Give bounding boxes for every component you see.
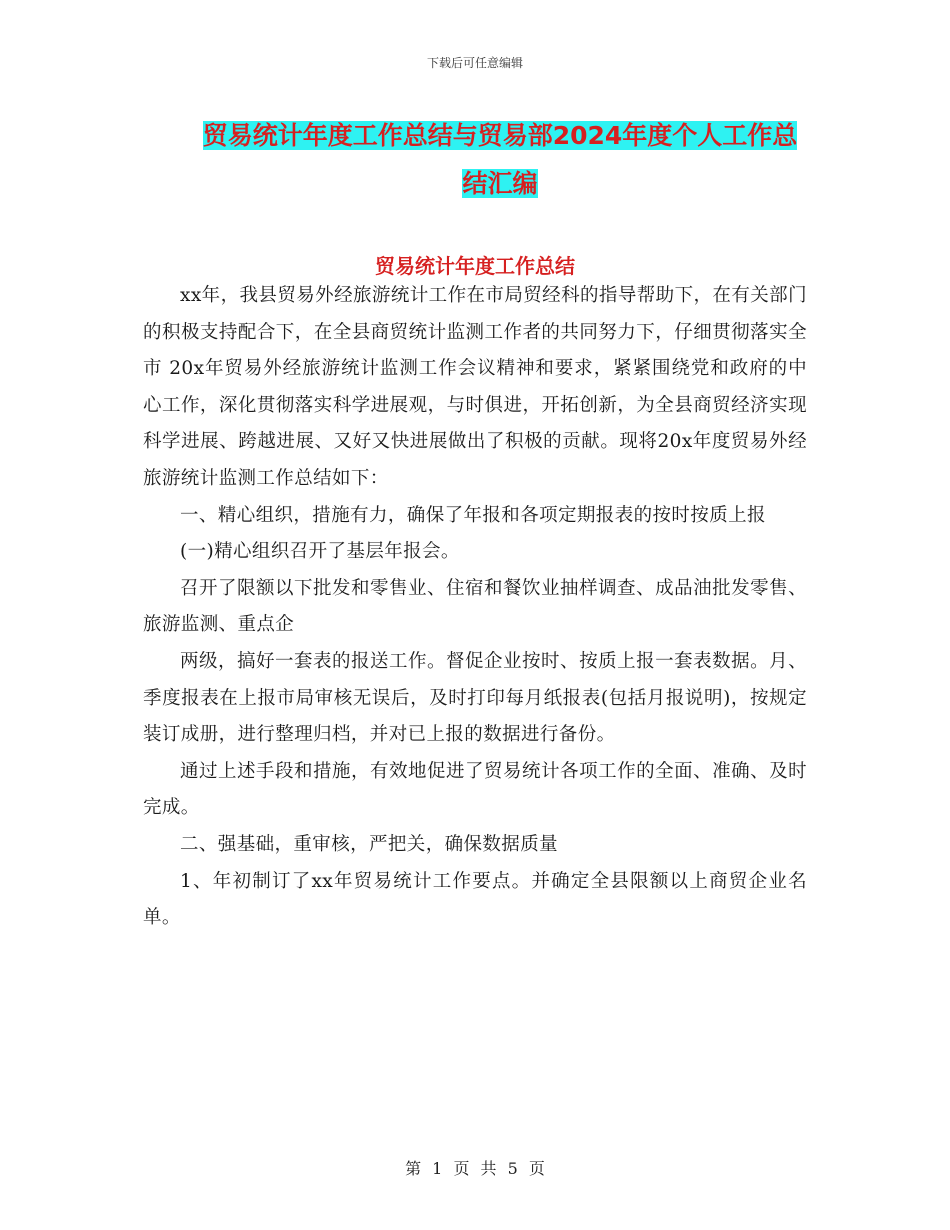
paragraph-intro: xx年，我县贸易外经旅游统计工作在市局贸经科的指导帮助下，在有关部门的积极支持配合下，在全县商贸统计监测工作者的共同努力下，仔细贯彻落实全市 20x年贸易外经旅游统计监测工作会议精神和要求，紧紧围绕党和政府的中心工作，深化贯彻落实科学进展观，与时俱进，开拓创新，为全县商贸经济实现科学进展、跨越进展、又好又快进展做出了积极的贡献。现将20x年度贸易外经旅游统计监测工作总结如下：: [143, 285, 807, 489]
paragraph-heading-2: 二、强基础，重审核，严把关，确保数据质量: [180, 833, 559, 855]
paragraph-summary: 通过上述手段和措施，有效地促进了贸易统计各项工作的全面、准确、及时完成。: [143, 760, 807, 819]
document-title: [140, 112, 860, 208]
page-number-footer: 第 1 页 共 5 页: [405, 1159, 545, 1178]
paragraph-reporting: 两级，搞好一套表的报送工作。督促企业按时、按质上报一套表数据。月、季度报表在上报市局审核无误后，及时打印每月纸报表(包括月报说明)，按规定装订成册，进行整理归档，并对已上报的数据进行备份。: [143, 650, 807, 746]
section-title: 贸易统计年度工作总结: [375, 254, 575, 278]
paragraph-heading-1: 一、精心组织，措施有力，确保了年报和各项定期报表的按时按质上报: [180, 504, 766, 526]
page-header-note: 下载后可任意编辑: [426, 56, 523, 70]
paragraph-item-1: 1、年初制订了xx年贸易统计工作要点。并确定全县限额以上商贸企业名单。: [143, 870, 807, 929]
paragraph-meeting: 召开了限额以下批发和零售业、住宿和餐饮业抽样调查、成品油批发零售、旅游监测、重点企: [143, 577, 807, 636]
paragraph-sub-1: (一)精心组织召开了基层年报会。: [180, 541, 460, 563]
document-title-line2: 结汇编: [462, 169, 538, 198]
document-body: [143, 278, 807, 937]
document-title-line1: 贸易统计年度工作总结与贸易部2024年度个人工作总: [202, 121, 798, 150]
